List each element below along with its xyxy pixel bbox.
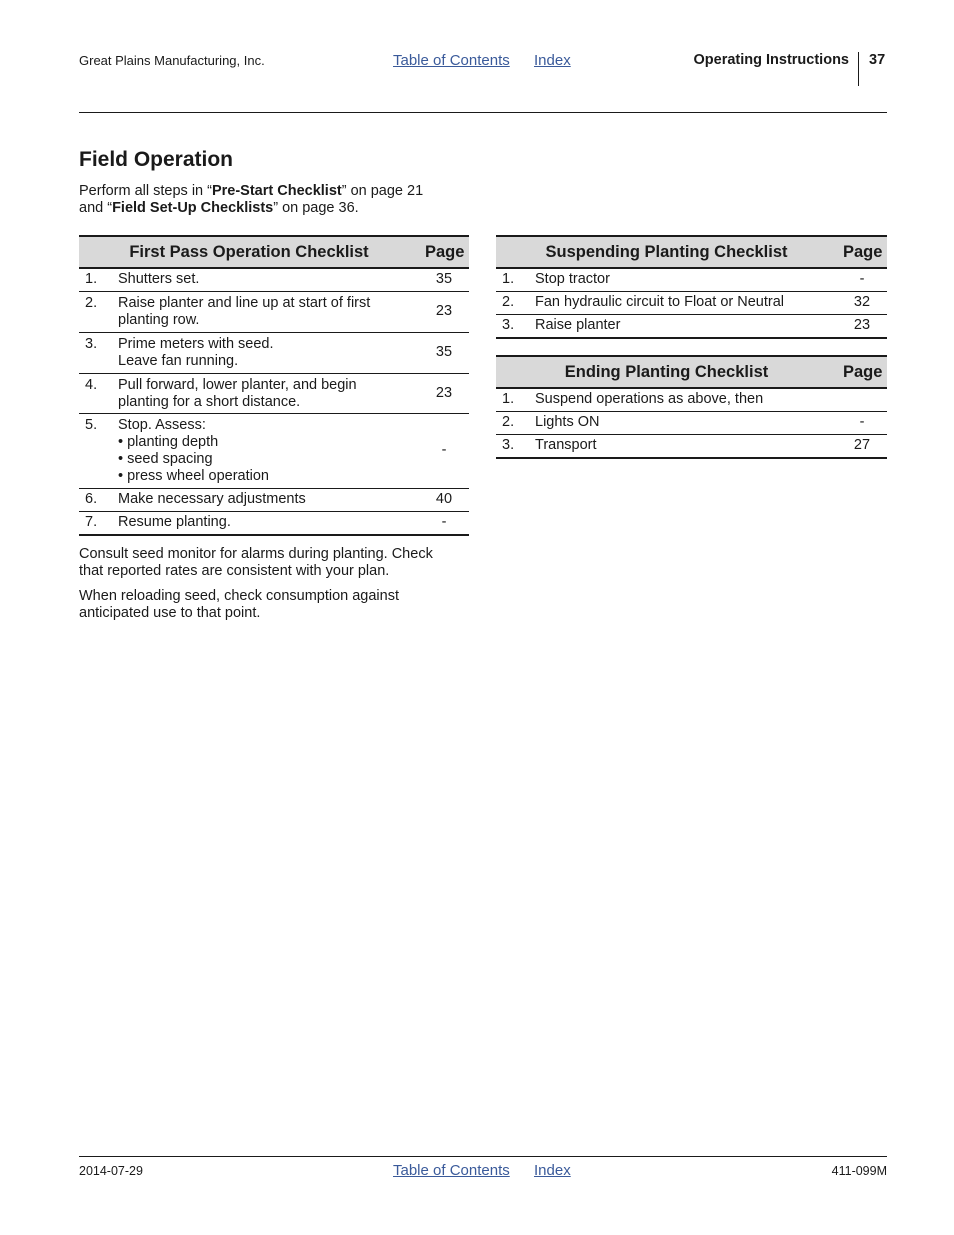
bullet-item: • press wheel operation xyxy=(118,467,269,484)
first-pass-body xyxy=(79,268,469,535)
suspending-body xyxy=(496,268,887,338)
row-text: Suspend operations as above, then xyxy=(531,388,837,411)
table-row xyxy=(496,291,887,314)
intro-text-3: and “ xyxy=(79,200,113,216)
footer-date: 2014-07-29 xyxy=(79,1164,143,1178)
company-name: Great Plains Manufacturing, Inc. xyxy=(79,53,265,68)
reload-note xyxy=(79,588,479,622)
row-number: 3. xyxy=(79,332,114,373)
row-number: 5. xyxy=(79,413,114,488)
header-rule xyxy=(79,112,887,113)
row-text: Shutters set. xyxy=(114,268,419,291)
intro-text-4: ” on page 36. xyxy=(273,200,359,216)
row-number: 4. xyxy=(79,373,114,413)
row-text-line: Prime meters with seed. xyxy=(118,335,274,352)
footer-index-link[interactable]: Index xyxy=(534,1162,571,1179)
page-title: Field Operation xyxy=(79,148,234,171)
note-line: Consult seed monitor for alarms during planting. Check xyxy=(79,546,433,562)
header-divider xyxy=(858,52,859,86)
first-pass-page-header: Page xyxy=(419,236,469,268)
row-number: 2. xyxy=(79,291,114,332)
row-number: 1. xyxy=(496,268,531,291)
row-page: 23 xyxy=(837,314,887,338)
row-text-line: Raise planter and line up at start of first xyxy=(118,294,371,311)
row-number: 1. xyxy=(496,388,531,411)
row-text: Resume planting. xyxy=(114,511,419,535)
row-text-line: Pull forward, lower planter, and begin xyxy=(118,376,357,393)
table-row xyxy=(79,488,469,511)
row-text-line: Leave fan running. xyxy=(118,352,239,369)
row-text: Lights ON xyxy=(531,411,837,434)
row-text: Fan hydraulic circuit to Float or Neutral xyxy=(531,291,837,314)
ending-checklist-table xyxy=(496,355,887,459)
row-number: 3. xyxy=(496,434,531,458)
suspending-checklist-table xyxy=(496,235,887,339)
row-number: 6. xyxy=(79,488,114,511)
row-text-line: planting row. xyxy=(118,311,200,328)
row-text-line: planting for a short distance. xyxy=(118,393,301,410)
row-page: 35 xyxy=(419,268,469,291)
header-index-link[interactable]: Index xyxy=(534,52,571,69)
table-row xyxy=(496,268,887,291)
note-line: anticipated use to that point. xyxy=(79,605,261,621)
table-row xyxy=(496,434,887,458)
footer-rule xyxy=(79,1156,887,1157)
intro-ref-prestart: Pre-Start Checklist xyxy=(211,183,342,199)
intro-text-1: Perform all steps in “ xyxy=(79,183,212,199)
intro-text-2: ” on page 21 xyxy=(341,183,424,199)
row-text: Raise planter xyxy=(531,314,837,338)
row-text: Make necessary adjustments xyxy=(114,488,419,511)
footer-doc-number: 411-099M xyxy=(831,1164,887,1178)
table-row xyxy=(79,511,469,535)
header-section-title: Operating Instructions xyxy=(693,52,849,68)
row-number: 1. xyxy=(79,268,114,291)
row-text xyxy=(114,413,419,488)
ending-title: Ending Planting Checklist xyxy=(496,356,837,388)
intro-ref-fieldsetup: Field Set-Up Checklists xyxy=(112,200,274,216)
ending-page-header: Page xyxy=(837,356,887,388)
table-row xyxy=(79,291,469,332)
row-text-line: Stop. Assess: xyxy=(118,416,206,433)
note-line: When reloading seed, check consumption against xyxy=(79,588,399,604)
row-page: 23 xyxy=(419,373,469,413)
suspending-title: Suspending Planting Checklist xyxy=(496,236,837,268)
row-page: - xyxy=(419,511,469,535)
note-line: that reported rates are consistent with your plan. xyxy=(79,563,390,579)
row-page: 32 xyxy=(837,291,887,314)
row-page xyxy=(837,388,887,411)
table-row xyxy=(496,411,887,434)
row-page: 23 xyxy=(419,291,469,332)
row-text: Stop tractor xyxy=(531,268,837,291)
row-text xyxy=(114,373,419,413)
ending-body xyxy=(496,388,887,458)
row-page: 40 xyxy=(419,488,469,511)
row-number: 3. xyxy=(496,314,531,338)
intro-paragraph xyxy=(79,183,479,217)
bullet-item: • seed spacing xyxy=(118,450,213,467)
table-row xyxy=(79,413,469,488)
row-page: - xyxy=(837,268,887,291)
row-text xyxy=(114,332,419,373)
page-number: 37 xyxy=(869,52,886,68)
row-page: 27 xyxy=(837,434,887,458)
row-text xyxy=(114,291,419,332)
first-pass-checklist-table xyxy=(79,235,469,536)
header-toc-link[interactable]: Table of Contents xyxy=(393,52,510,69)
monitor-note xyxy=(79,546,479,580)
row-page: 35 xyxy=(419,332,469,373)
row-number: 2. xyxy=(496,291,531,314)
bullet-item: • planting depth xyxy=(118,433,219,450)
footer-toc-link[interactable]: Table of Contents xyxy=(393,1162,510,1179)
row-number: 7. xyxy=(79,511,114,535)
row-number: 2. xyxy=(496,411,531,434)
table-row xyxy=(79,373,469,413)
table-row xyxy=(496,314,887,338)
table-row xyxy=(79,268,469,291)
suspending-page-header: Page xyxy=(837,236,887,268)
table-row xyxy=(496,388,887,411)
row-page: - xyxy=(837,411,887,434)
row-text: Transport xyxy=(531,434,837,458)
first-pass-title: First Pass Operation Checklist xyxy=(79,236,419,268)
table-row xyxy=(79,332,469,373)
row-page: - xyxy=(419,413,469,488)
